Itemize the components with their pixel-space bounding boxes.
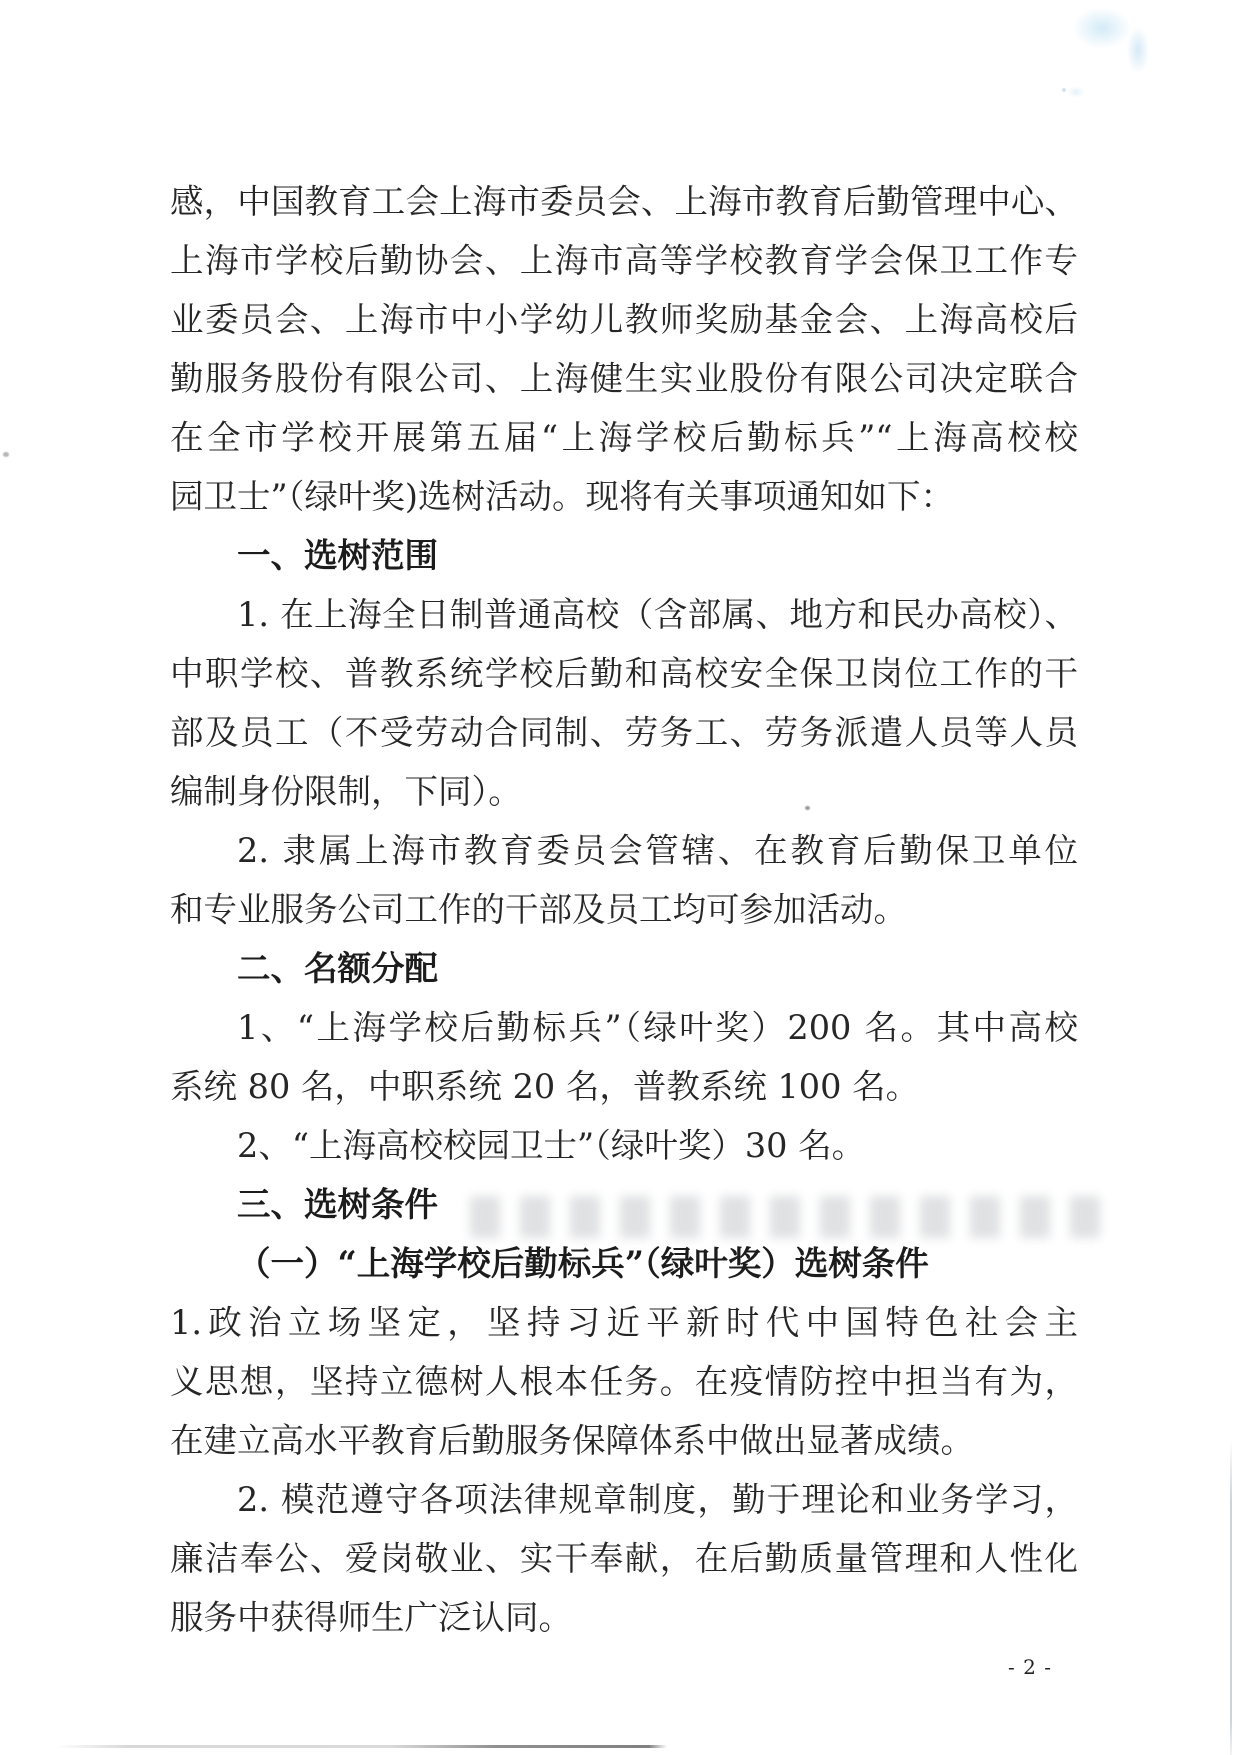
heading-subsection-1: （一）“上海学校后勤标兵”（绿叶奖）选树条件: [237, 1244, 929, 1283]
body-line: 廉洁奉公、爱岗敬业、实干奉献，在后勤质量管理和人性化: [170, 1539, 1078, 1578]
body-line: 在全市学校开展第五届“上海学校后勤标兵”“上海高校校: [170, 418, 1078, 457]
body-line: 园卫士”（绿叶奖)选树活动。现将有关事项通知如下：: [170, 477, 954, 516]
heading-section-3: 三、选树条件: [237, 1185, 438, 1224]
body-line: 编制身份限制，下同）。: [170, 772, 522, 811]
body-line: 中职学校、普教系统学校后勤和高校安全保卫岗位工作的干: [170, 654, 1078, 693]
body-line: 2、“上海高校校园卫士”（绿叶奖）30 名。: [237, 1126, 866, 1165]
heading-section-2: 二、名额分配: [237, 949, 438, 988]
body-line: 系统 80 名，中职系统 20 名，普教系统 100 名。: [170, 1067, 920, 1106]
body-line: 感，中国教育工会上海市委员会、上海市教育后勤管理中心、: [170, 182, 1078, 221]
scan-smudge: [1040, 0, 1170, 150]
body-line: 部及员工（不受劳动合同制、劳务工、劳务派遣人员等人员: [170, 713, 1078, 752]
body-line: 2. 隶属上海市教育委员会管辖、在教育后勤保卫单位: [237, 831, 1078, 870]
body-line: 2. 模范遵守各项法律规章制度，勤于理论和业务学习，: [237, 1480, 1078, 1519]
body-line: 上海市学校后勤协会、上海市高等学校教育学会保卫工作专: [170, 241, 1078, 280]
document-body: [170, 172, 1078, 1647]
body-line: 1. 在上海全日制普通高校（含部属、地方和民办高校）、: [237, 595, 1078, 634]
body-line: 和专业服务公司工作的干部及员工均可参加活动。: [170, 890, 907, 929]
ghost-text-bleedthrough: [470, 1196, 1100, 1238]
scan-speckle: [805, 806, 810, 810]
page-edge-line: [1230, 1440, 1232, 1755]
body-line: 1、“上海学校后勤标兵”（绿叶奖）200 名。其中高校: [237, 1008, 1078, 1047]
body-line: 勤服务股份有限公司、上海健生实业股份有限公司决定联合: [170, 359, 1078, 398]
body-line: 义思想，坚持立德树人根本任务。在疫情防控中担当有为，: [170, 1362, 1078, 1401]
page-number: - 2 -: [1008, 1655, 1052, 1679]
heading-section-1: 一、选树范围: [237, 536, 438, 575]
body-line: 业委员会、上海市中小学幼儿教师奖励基金会、上海高校后: [170, 300, 1078, 339]
body-line: 1.政治立场坚定，坚持习近平新时代中国特色社会主: [170, 1303, 1078, 1342]
scan-speckle: [1062, 88, 1066, 92]
scan-speckle: [3, 452, 9, 457]
body-line: 服务中获得师生广泛认同。: [170, 1598, 572, 1637]
scan-edge-shadow: [55, 1745, 667, 1748]
body-line: 在建立高水平教育后勤服务保障体系中做出显著成绩。: [170, 1421, 974, 1460]
